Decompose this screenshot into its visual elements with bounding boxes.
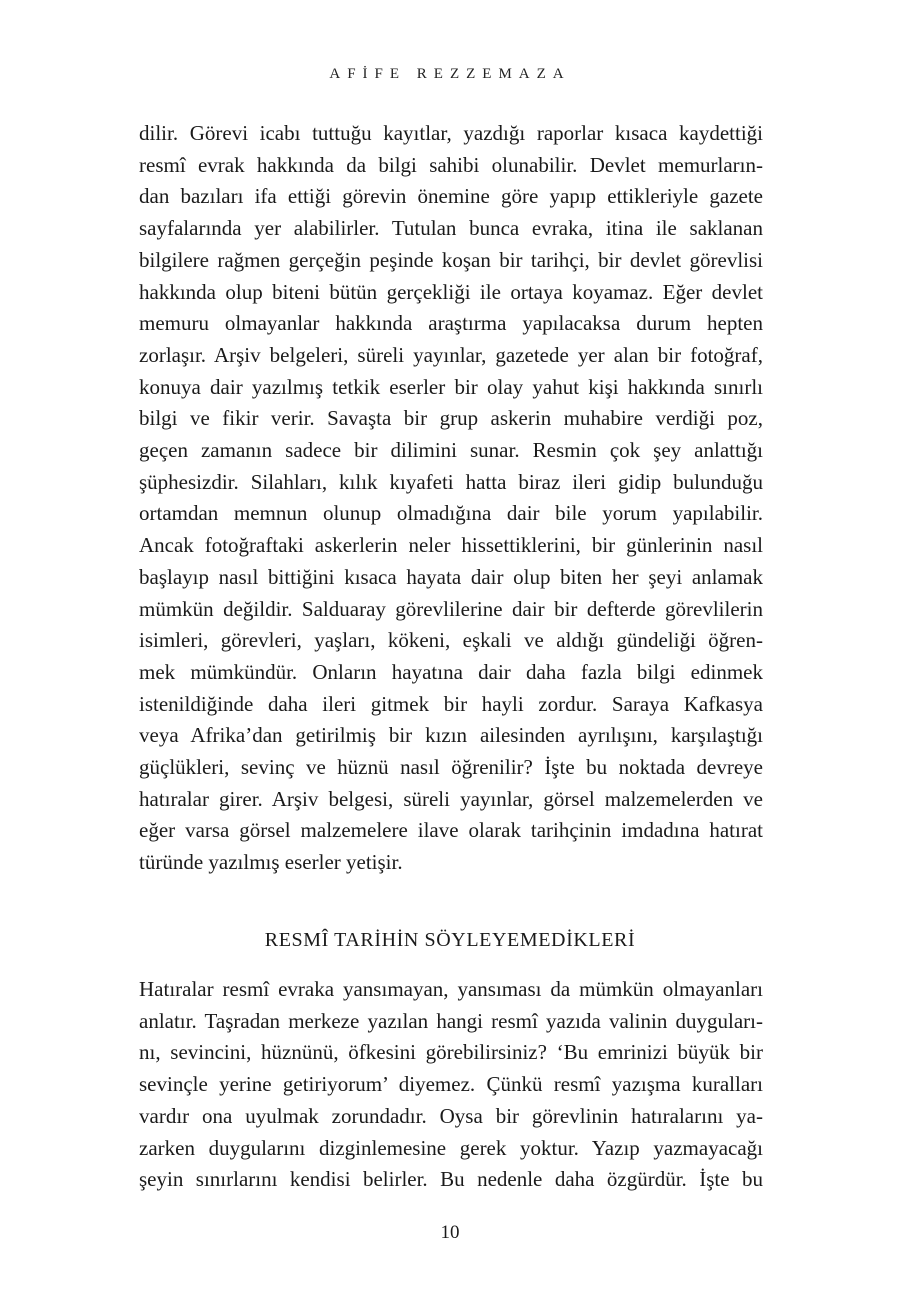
text-line: dan bazıları ifa ettiği görevin önemine göre yapıp ettikleriyle gazete <box>139 184 763 209</box>
text-line: Ancak fotoğraftaki askerlerin neler hissettiklerini, bir günlerinin nasıl <box>139 533 763 558</box>
paragraph-2 <box>139 974 763 1196</box>
text-line: türünde yazılmış eserler yetişir. <box>139 850 403 875</box>
text-line: güçlükleri, sevinç ve hüznü nasıl öğrenilir? İşte bu noktada devreye <box>139 755 763 780</box>
text-line: resmî evrak hakkında da bilgi sahibi olunabilir. Devlet memurların- <box>139 152 763 177</box>
text-line: hatıralar girer. Arşiv belgesi, süreli yayınlar, görsel malzemelerden ve <box>139 786 763 811</box>
text-line: zorlaşır. Arşiv belgeleri, süreli yayınlar, gazetede yer alan bir fotoğraf, <box>139 342 763 367</box>
text-line: sevinçle yerine getiriyorum’ diyemez. Çünkü resmî yazışma kuralları <box>139 1072 763 1097</box>
text-line: Hatıralar resmî evraka yansımayan, yansıması da mümkün olmayanları <box>139 977 763 1001</box>
running-head: AFİFE REZZEMAZA <box>329 66 571 82</box>
text-line: hakkında olup biteni bütün gerçekliği ile ortaya koyamaz. Eğer devlet <box>139 279 763 304</box>
text-line: dilir. Görevi icabı tuttuğu kayıtlar, yazdığı raporlar kısaca kaydettiği <box>139 121 763 145</box>
text-line: nı, sevincini, hüznünü, öfkesini görebilirsiniz? ‘Bu emrinizi büyük bir <box>139 1040 763 1065</box>
text-line: ortamdan memnun olunup olmadığına dair bile yorum yapılabilir. <box>139 501 763 526</box>
section-heading: RESMÎ TARİHİN SÖYLEYEMEDİKLERİ <box>264 929 636 951</box>
text-line: zarken duygularını dizginlemesine gerek yoktur. Yazıp yazmayacağı <box>139 1135 763 1160</box>
text-line: eğer varsa görsel malzemelere ilave olarak tarihçinin imdadına hatırat <box>139 818 763 843</box>
text-line: mek mümkündür. Onların hayatına dair daha fazla bilgi edinmek <box>139 659 763 684</box>
paragraph-1 <box>139 118 763 879</box>
text-line: bilgilere rağmen gerçeğin peşinde koşan bir tarihçi, bir devlet görevlisi <box>139 247 763 272</box>
text-line: başlayıp nasıl bittiğini kısaca hayata dair olup biten her şeyi anlamak <box>139 564 763 589</box>
text-line: mümkün değildir. Salduaray görevlilerine dair bir defterde görevlilerin <box>139 596 763 621</box>
text-line: geçen zamanın sadece bir dilimini sunar. Resmin çok şey anlattığı <box>139 438 763 463</box>
text-line: memuru olmayanlar hakkında araştırma yapılacaksa durum hepten <box>139 311 763 336</box>
text-line: veya Afrika’dan getirilmiş bir kızın ailesinden ayrılışını, karşılaştığı <box>139 723 763 748</box>
text-line: sayfalarında yer alabilirler. Tutulan bunca evraka, itina ile saklanan <box>139 216 763 241</box>
page-number: 10 <box>440 1222 460 1243</box>
text-line: şeyin sınırlarını kendisi belirler. Bu nedenle daha özgürdür. İşte bu <box>139 1167 763 1192</box>
text-line: vardır ona uyulmak zorundadır. Oysa bir görevlinin hatıralarını ya- <box>139 1103 763 1128</box>
text-line: bilgi ve fikir verir. Savaşta bir grup askerin muhabire verdiği poz, <box>139 406 763 431</box>
text-line: konuya dair yazılmış tetkik eserler bir olay yahut kişi hakkında sınırlı <box>139 374 763 399</box>
text-line: isimleri, görevleri, yaşları, kökeni, eşkali ve aldığı gündeliği öğren- <box>139 628 763 653</box>
text-line: anlatır. Taşradan merkeze yazılan hangi resmî yazıda valinin duyguları- <box>139 1008 763 1033</box>
text-line: şüphesizdir. Silahları, kılık kıyafeti hatta biraz ileri gidip bulunduğu <box>139 469 763 494</box>
text-line: istenildiğinde daha ileri gitmek bir hayli zordur. Saraya Kafkasya <box>139 691 763 716</box>
